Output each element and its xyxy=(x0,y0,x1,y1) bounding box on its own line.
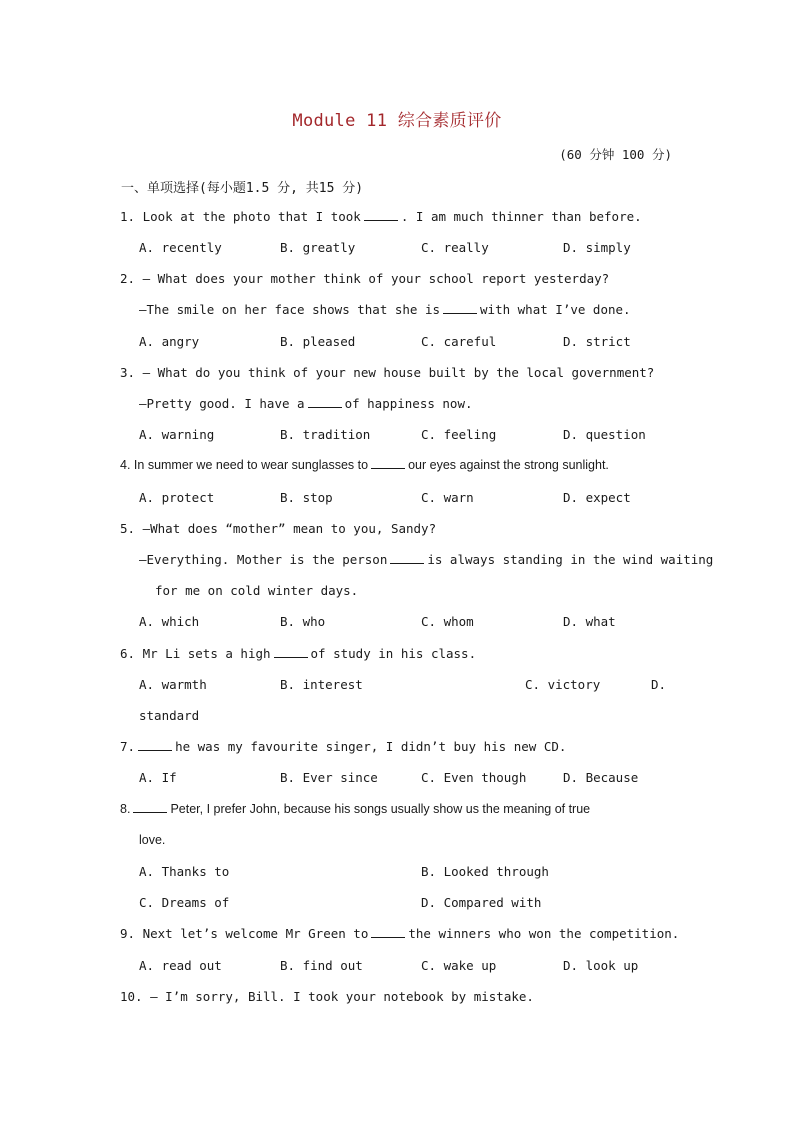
question-6-option-c: C. victory xyxy=(525,677,601,692)
question-9-option-d: D. look up xyxy=(563,958,639,973)
question-4-stem: 4. In summer we need to wear sunglasses to our eyes against the strong sunlight. xyxy=(120,458,609,472)
question-5-response: —Everything. Mother is the person is always standing in the wind waiting xyxy=(139,552,714,567)
question-5-option-a: A. which xyxy=(139,614,200,629)
answer-blank xyxy=(443,303,477,314)
question-5-response-continued: for me on cold winter days. xyxy=(155,583,359,598)
question-4-option-a: A. protect xyxy=(139,490,215,505)
answer-blank xyxy=(390,553,424,564)
question-2-option-a: A. angry xyxy=(139,334,200,349)
question-6-option-b: B. interest xyxy=(280,677,363,692)
question-3-option-b: B. tradition xyxy=(280,427,371,442)
question-2-response: —The smile on her face shows that she is with what I’ve done. xyxy=(139,302,631,317)
question-2-option-d: D. strict xyxy=(563,334,631,349)
question-4-option-d: D. expect xyxy=(563,490,631,505)
question-8-option-d: D. Compared with xyxy=(421,895,542,910)
question-9-option-a: A. read out xyxy=(139,958,222,973)
question-3-option-c: C. feeling xyxy=(421,427,497,442)
question-2-option-b: B. pleased xyxy=(280,334,356,349)
question-1-option-d: D. simply xyxy=(563,240,631,255)
question-8-stem: 8. Peter, I prefer John, because his songs usually show us the meaning of true xyxy=(120,802,591,816)
question-8-option-c: C. Dreams of xyxy=(139,895,230,910)
question-6-option-a: A. warmth xyxy=(139,677,207,692)
question-7-option-d: D. Because xyxy=(563,770,639,785)
answer-blank xyxy=(308,397,342,408)
answer-blank xyxy=(371,927,405,938)
question-8-option-b: B. Looked through xyxy=(421,864,549,879)
answer-blank xyxy=(133,802,167,813)
question-5-option-c: C. whom xyxy=(421,614,474,629)
question-1-stem: 1. Look at the photo that I took . I am much thinner than before. xyxy=(120,209,642,224)
question-1-option-c: C. really xyxy=(421,240,489,255)
question-7-option-a: A. If xyxy=(139,770,177,785)
answer-blank xyxy=(274,647,308,658)
question-5-option-b: B. who xyxy=(280,614,326,629)
question-3-option-d: D. question xyxy=(563,427,646,442)
question-1-option-b: B. greatly xyxy=(280,240,356,255)
answer-blank xyxy=(138,740,172,751)
question-8-option-a: A. Thanks to xyxy=(139,864,230,879)
answer-blank xyxy=(371,458,405,469)
question-6-stem: 6. Mr Li sets a high of study in his class. xyxy=(120,646,477,661)
question-6-option-d: D. xyxy=(651,677,667,692)
page-title: Module 11 综合素质评价 xyxy=(292,111,502,131)
question-2-option-c: C. careful xyxy=(421,334,497,349)
section-heading: 一、单项选择(每小题1.5 分, 共15 分) xyxy=(121,181,364,196)
question-3-option-a: A. warning xyxy=(139,427,215,442)
question-9-stem: 9. Next let’s welcome Mr Green to the winners who won the competition. xyxy=(120,926,680,941)
question-4-option-b: B. stop xyxy=(280,490,333,505)
question-4-option-c: C. warn xyxy=(421,490,474,505)
question-6-option-d-text: standard xyxy=(139,708,200,723)
question-2-stem: 2. — What does your mother think of your school report yesterday? xyxy=(120,271,610,286)
question-5-option-d: D. what xyxy=(563,614,616,629)
answer-blank xyxy=(364,210,398,221)
question-3-stem: 3. — What do you think of your new house built by the local government? xyxy=(120,365,655,380)
question-3-response: —Pretty good. I have a of happiness now. xyxy=(139,396,473,411)
question-8-stem-continued: love. xyxy=(139,833,166,847)
question-10-stem: 10. — I’m sorry, Bill. I took your notebook by mistake. xyxy=(120,989,534,1004)
question-7-option-c: C. Even though xyxy=(421,770,527,785)
exam-duration-score: (60 分钟 100 分) xyxy=(559,147,672,162)
question-7-option-b: B. Ever since xyxy=(280,770,378,785)
question-1-option-a: A. recently xyxy=(139,240,222,255)
question-9-option-c: C. wake up xyxy=(421,958,497,973)
question-5-stem: 5. —What does “mother” mean to you, Sandy? xyxy=(120,521,437,536)
question-9-option-b: B. find out xyxy=(280,958,363,973)
question-7-stem: 7. he was my favourite singer, I didn’t buy his new CD. xyxy=(120,739,567,754)
